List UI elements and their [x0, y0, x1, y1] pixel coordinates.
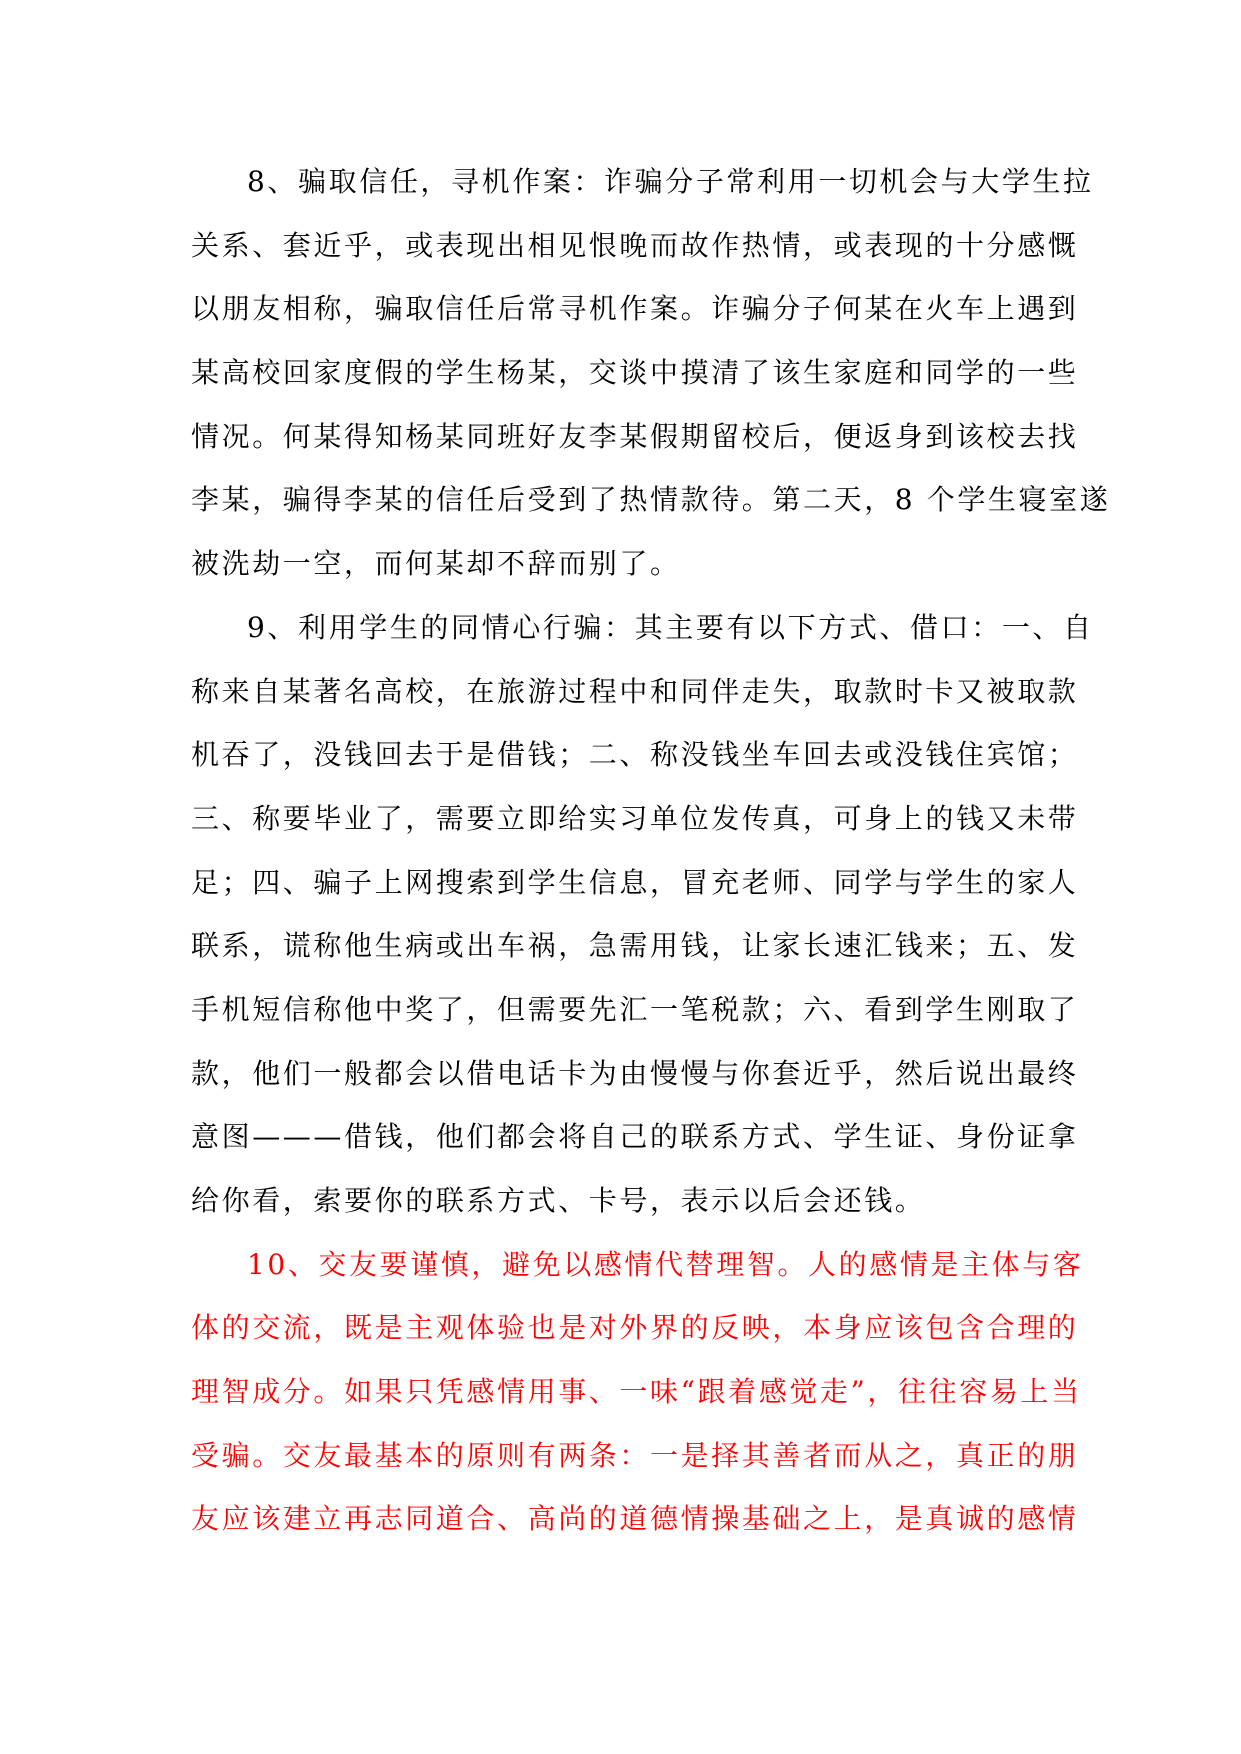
- document-page: [191, 150, 1111, 1551]
- text-line: 关系、套近乎，或表现出相见恨晚而故作热情，或表现的十分感慨: [191, 228, 1079, 262]
- text-line: 受骗。交友最基本的原则有两条：一是择其善者而从之，真正的朋: [191, 1438, 1079, 1472]
- text-line: 情况。何某得知杨某同班好友李某假期留校后，便返身到该校去找: [191, 419, 1079, 453]
- text-line: 友应该建立再志同道合、高尚的道德情操基础之上，是真诚的感情: [191, 1502, 1079, 1536]
- text-line: 理智成分。如果只凭感情用事、一味“跟着感觉走”，往往容易上当: [191, 1375, 1082, 1409]
- text-line: 意图———借钱，他们都会将自己的联系方式、学生证、身份证拿: [191, 1120, 1079, 1154]
- paragraph-9: [191, 596, 1094, 1233]
- text-line: 给你看，索要你的联系方式、卡号，表示以后会还钱。: [191, 1184, 926, 1217]
- text-line: 三、称要毕业了，需要立即给实习单位发传真，可身上的钱又未带: [191, 801, 1079, 835]
- text-line: 称来自某著名高校，在旅游过程中和同伴走失，取款时卡又被取款: [191, 674, 1079, 708]
- text-line: 9、利用学生的同情心行骗：其主要有以下方式、借口：一、自: [247, 610, 1094, 644]
- paragraph-10-highlighted: [191, 1233, 1084, 1551]
- text-line: 体的交流，既是主观体验也是对外界的反映，本身应该包含合理的: [191, 1311, 1079, 1345]
- text-line: 款，他们一般都会以借电话卡为由慢慢与你套近乎，然后说出最终: [191, 1056, 1079, 1090]
- paragraph-8: [191, 150, 1111, 596]
- text-line: 以朋友相称，骗取信任后常寻机作案。诈骗分子何某在火车上遇到: [191, 292, 1079, 326]
- text-line: 10、交友要谨慎，避免以感情代替理智。人的感情是主体与客: [247, 1247, 1084, 1281]
- text-line: 手机短信称他中奖了，但需要先汇一笔税款；六、看到学生刚取了: [191, 992, 1079, 1026]
- text-line: 李某，骗得李某的信任后受到了热情款待。第二天，8 个学生寝室遂: [191, 483, 1111, 517]
- text-line: 8、骗取信任，寻机作案：诈骗分子常利用一切机会与大学生拉: [247, 165, 1094, 198]
- text-line: 某高校回家度假的学生杨某，交谈中摸清了该生家庭和同学的一些: [191, 356, 1079, 390]
- text-line: 足；四、骗子上网搜索到学生信息，冒充老师、同学与学生的家人: [191, 865, 1079, 899]
- text-line: 联系，谎称他生病或出车祸，急需用钱，让家长速汇钱来；五、发: [191, 929, 1079, 963]
- text-line: 机吞了，没钱回去于是借钱；二、称没钱坐车回去或没钱住宾馆；: [191, 738, 1079, 772]
- text-line: 被洗劫一空，而何某却不辞而别了。: [191, 547, 681, 581]
